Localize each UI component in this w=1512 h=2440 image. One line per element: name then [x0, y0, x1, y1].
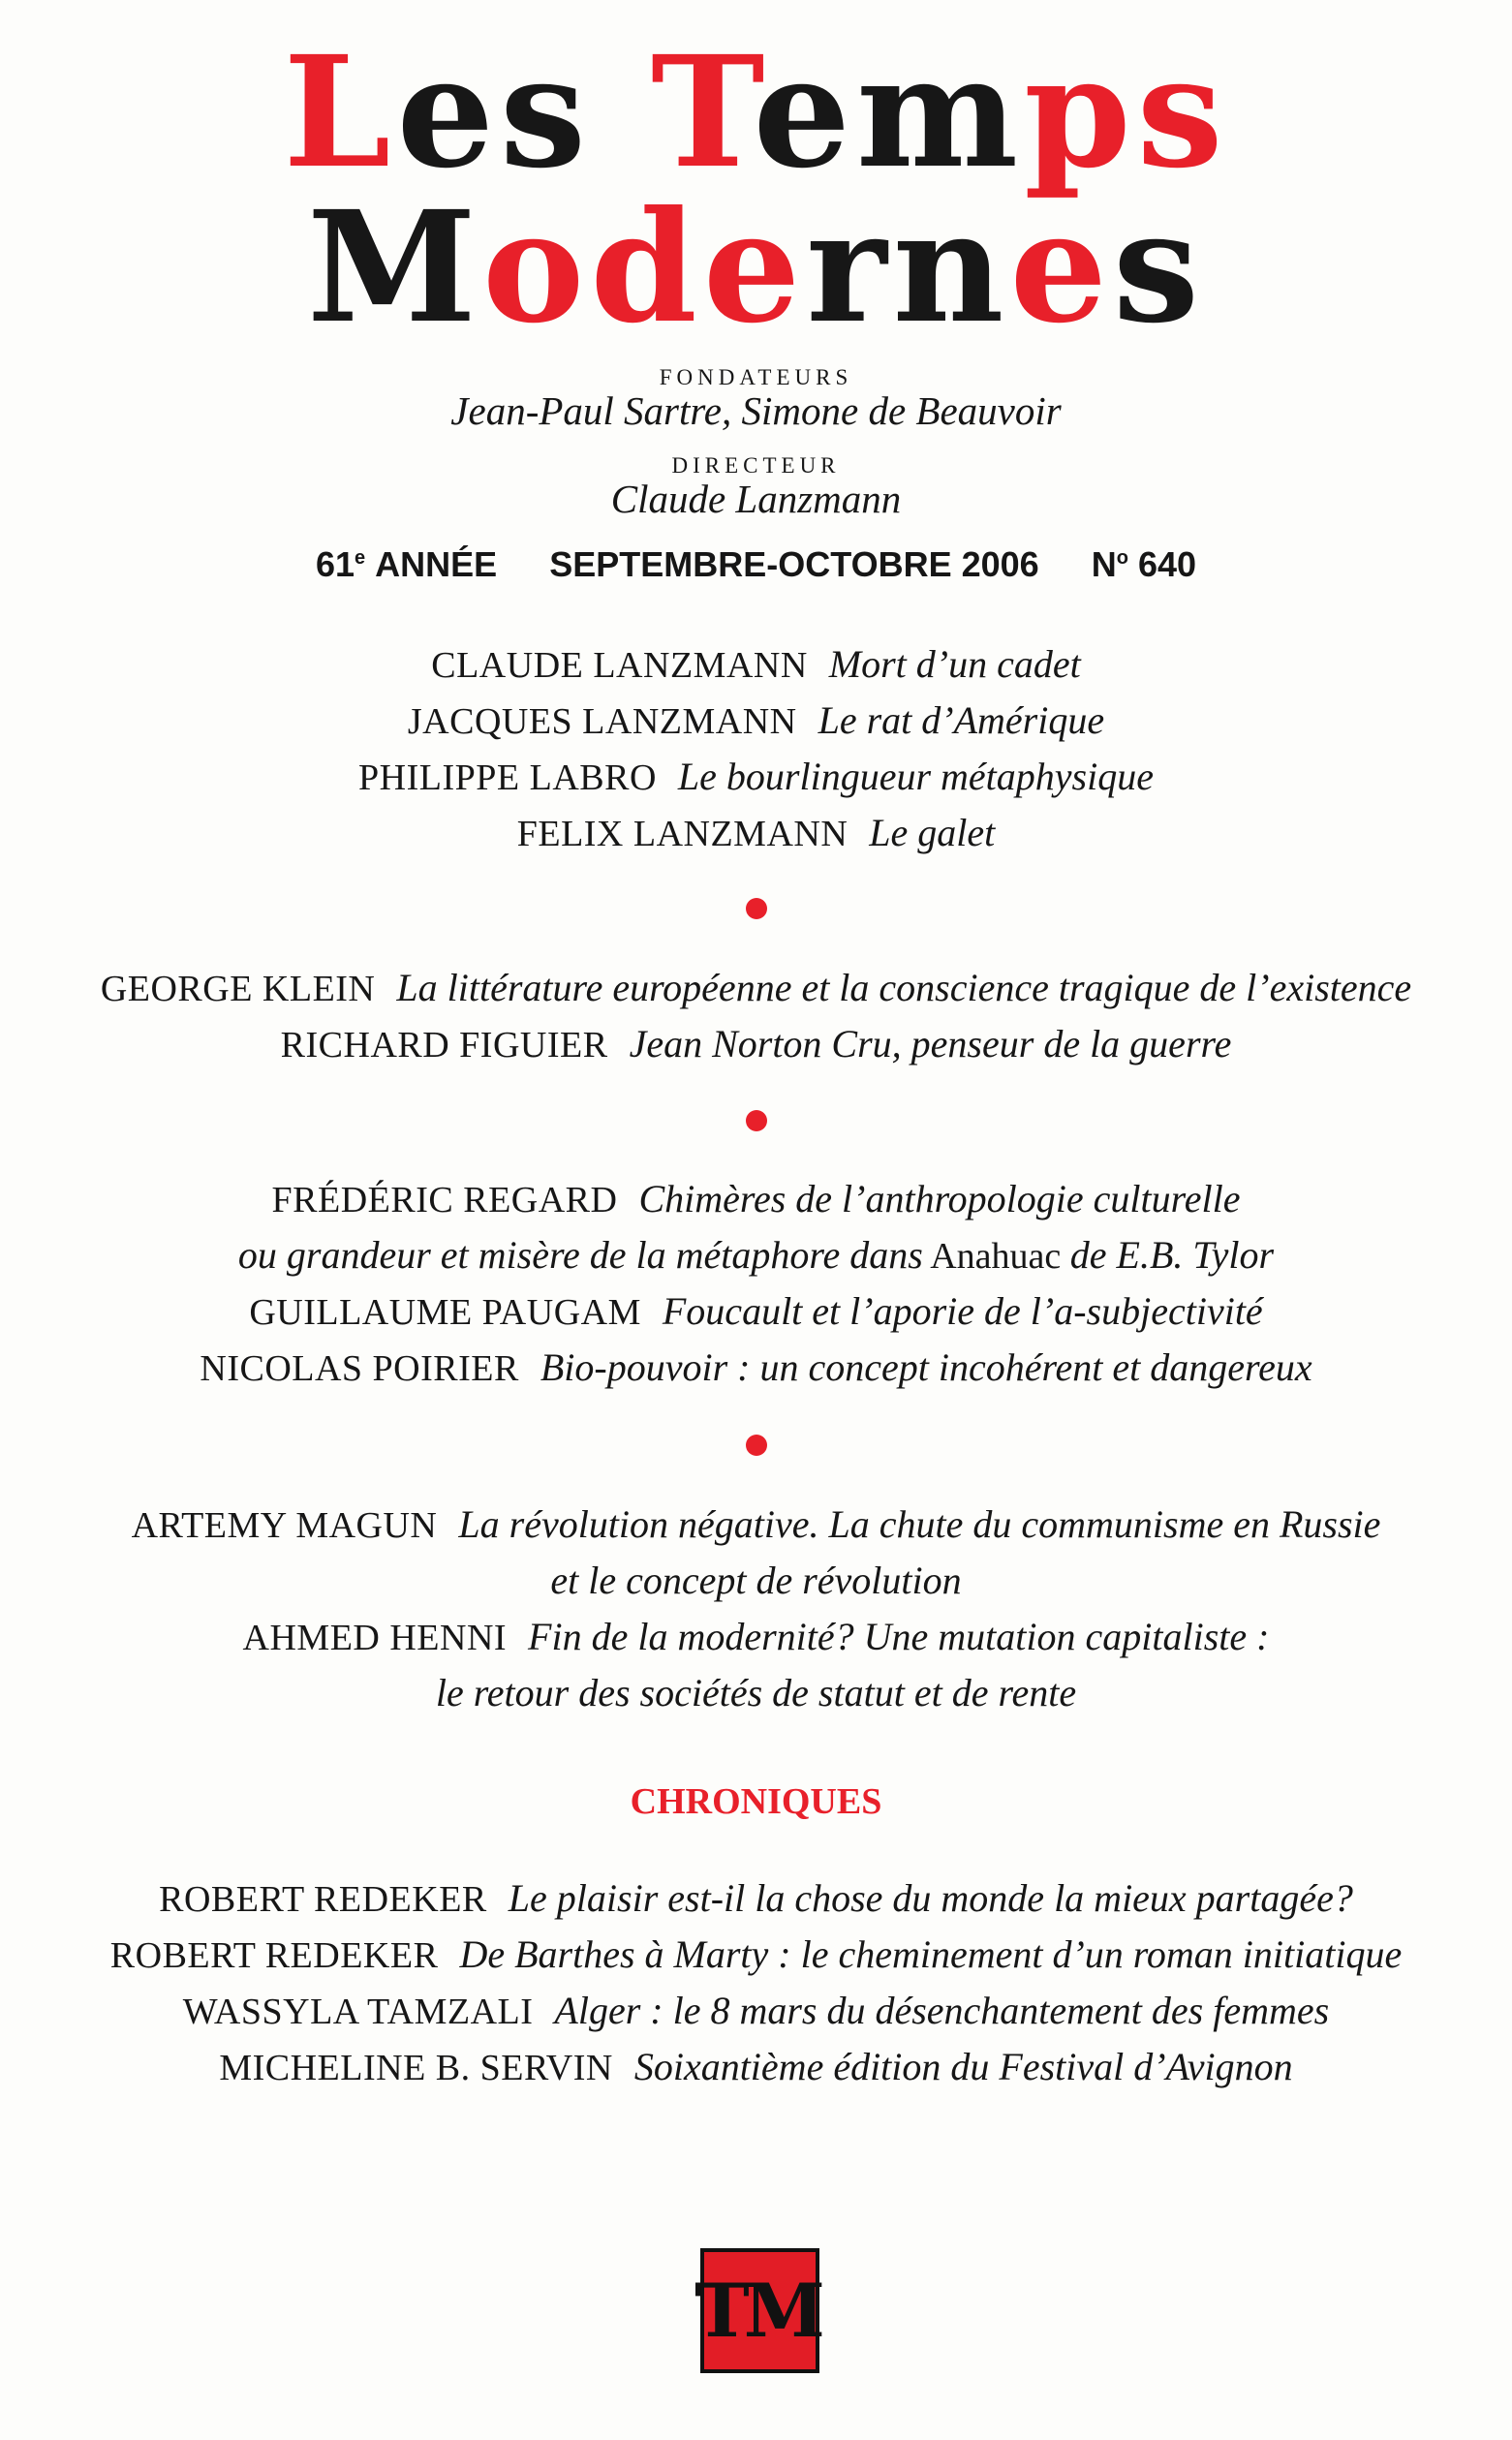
masthead-letter: s — [1113, 178, 1205, 357]
contents-entry: CLAUDE LANZMANN Mort d’un cadet — [431, 642, 1081, 686]
masthead-letter: d — [590, 178, 703, 357]
contents-entry: JACQUES LANZMANN Le rat d’Amérique — [407, 698, 1105, 742]
contents-entry: FRÉDÉRIC REGARD Chimères de l’anthropologie culturelle — [271, 1177, 1241, 1220]
masthead-letters: rn — [806, 178, 1010, 357]
masthead-letters: em — [753, 23, 1025, 202]
section-separator-dot — [746, 1435, 767, 1456]
director-label: DIRECTEUR — [671, 453, 841, 478]
masthead-letter: p — [1024, 23, 1137, 202]
contents-entry-continuation: et le concept de révolution — [550, 1559, 962, 1602]
masthead-letter: M — [307, 178, 482, 357]
contents-entry: FELIX LANZMANN Le galet — [516, 811, 996, 854]
tm-logo-text: TM — [694, 2268, 819, 2354]
masthead-letters: es — [396, 23, 651, 202]
masthead-line-2 — [0, 178, 1512, 357]
masthead-letter: e — [1009, 178, 1113, 357]
issue-number: $N^o$ 640 — [1091, 544, 1197, 584]
chronique-entry: WASSYLA TAMZALI Alger : le 8 mars du désenchantement des femmes — [182, 1989, 1330, 2032]
director-name: Claude Lanzmann — [610, 477, 902, 521]
chroniques-heading: CHRONIQUES — [630, 1781, 882, 1822]
tm-logo — [694, 2248, 819, 2373]
contents-entry: AHMED HENNI Fin de la modernité? Une mutation capitaliste : — [242, 1615, 1270, 1658]
issue-year: 61e ANNÉE — [315, 544, 498, 584]
contents-entry: GEORGE KLEIN La littérature européenne et la conscience tragique de l’existence — [100, 966, 1412, 1009]
section-separator-dot — [746, 1110, 767, 1131]
chronique-entry: MICHELINE B. SERVIN Soixantième édition du Festival d’Avignon — [219, 2045, 1293, 2088]
issue-period: SEPTEMBRE-OCTOBRE 2006 — [549, 544, 1039, 584]
masthead-letter: L — [283, 23, 397, 202]
founders-names: Jean-Paul Sartre, Simone de Beauvoir — [450, 388, 1062, 433]
chronique-entry: ROBERT REDEKER Le plaisir est-il la chose du monde la mieux partagée? — [159, 1876, 1353, 1920]
contents-entry-continuation: le retour des sociétés de statut et de rente — [435, 1671, 1077, 1714]
contents-entry-continuation: ou grandeur et misère de la métaphore dans Anahuac de E.B. Tylor — [237, 1233, 1275, 1277]
contents-entry: ARTEMY MAGUN La révolution négative. La chute du communisme en Russie — [131, 1502, 1381, 1546]
contents-entry: NICOLAS POIRIER Bio-pouvoir : un concept incohérent et dangereux — [200, 1345, 1312, 1389]
contents-entry: PHILIPPE LABRO Le bourlingueur métaphysique — [358, 755, 1154, 798]
masthead-letter: o — [481, 178, 591, 357]
contents-entry: GUILLAUME PAUGAM Foucault et l’aporie de l’a-subjectivité — [249, 1289, 1263, 1333]
masthead-letter: e — [702, 178, 807, 357]
founders-label: FONDATEURS — [659, 365, 853, 389]
masthead-line-1 — [0, 23, 1512, 202]
section-separator-dot — [746, 898, 767, 919]
contents-entry: RICHARD FIGUIER Jean Norton Cru, penseur de la guerre — [280, 1022, 1232, 1066]
masthead-letter: s — [1136, 23, 1229, 202]
chronique-entry: ROBERT REDEKER De Barthes à Marty : le cheminement d’un roman initiatique — [109, 1932, 1403, 1976]
masthead-letter: T — [650, 23, 754, 202]
issue-line — [0, 544, 1512, 585]
